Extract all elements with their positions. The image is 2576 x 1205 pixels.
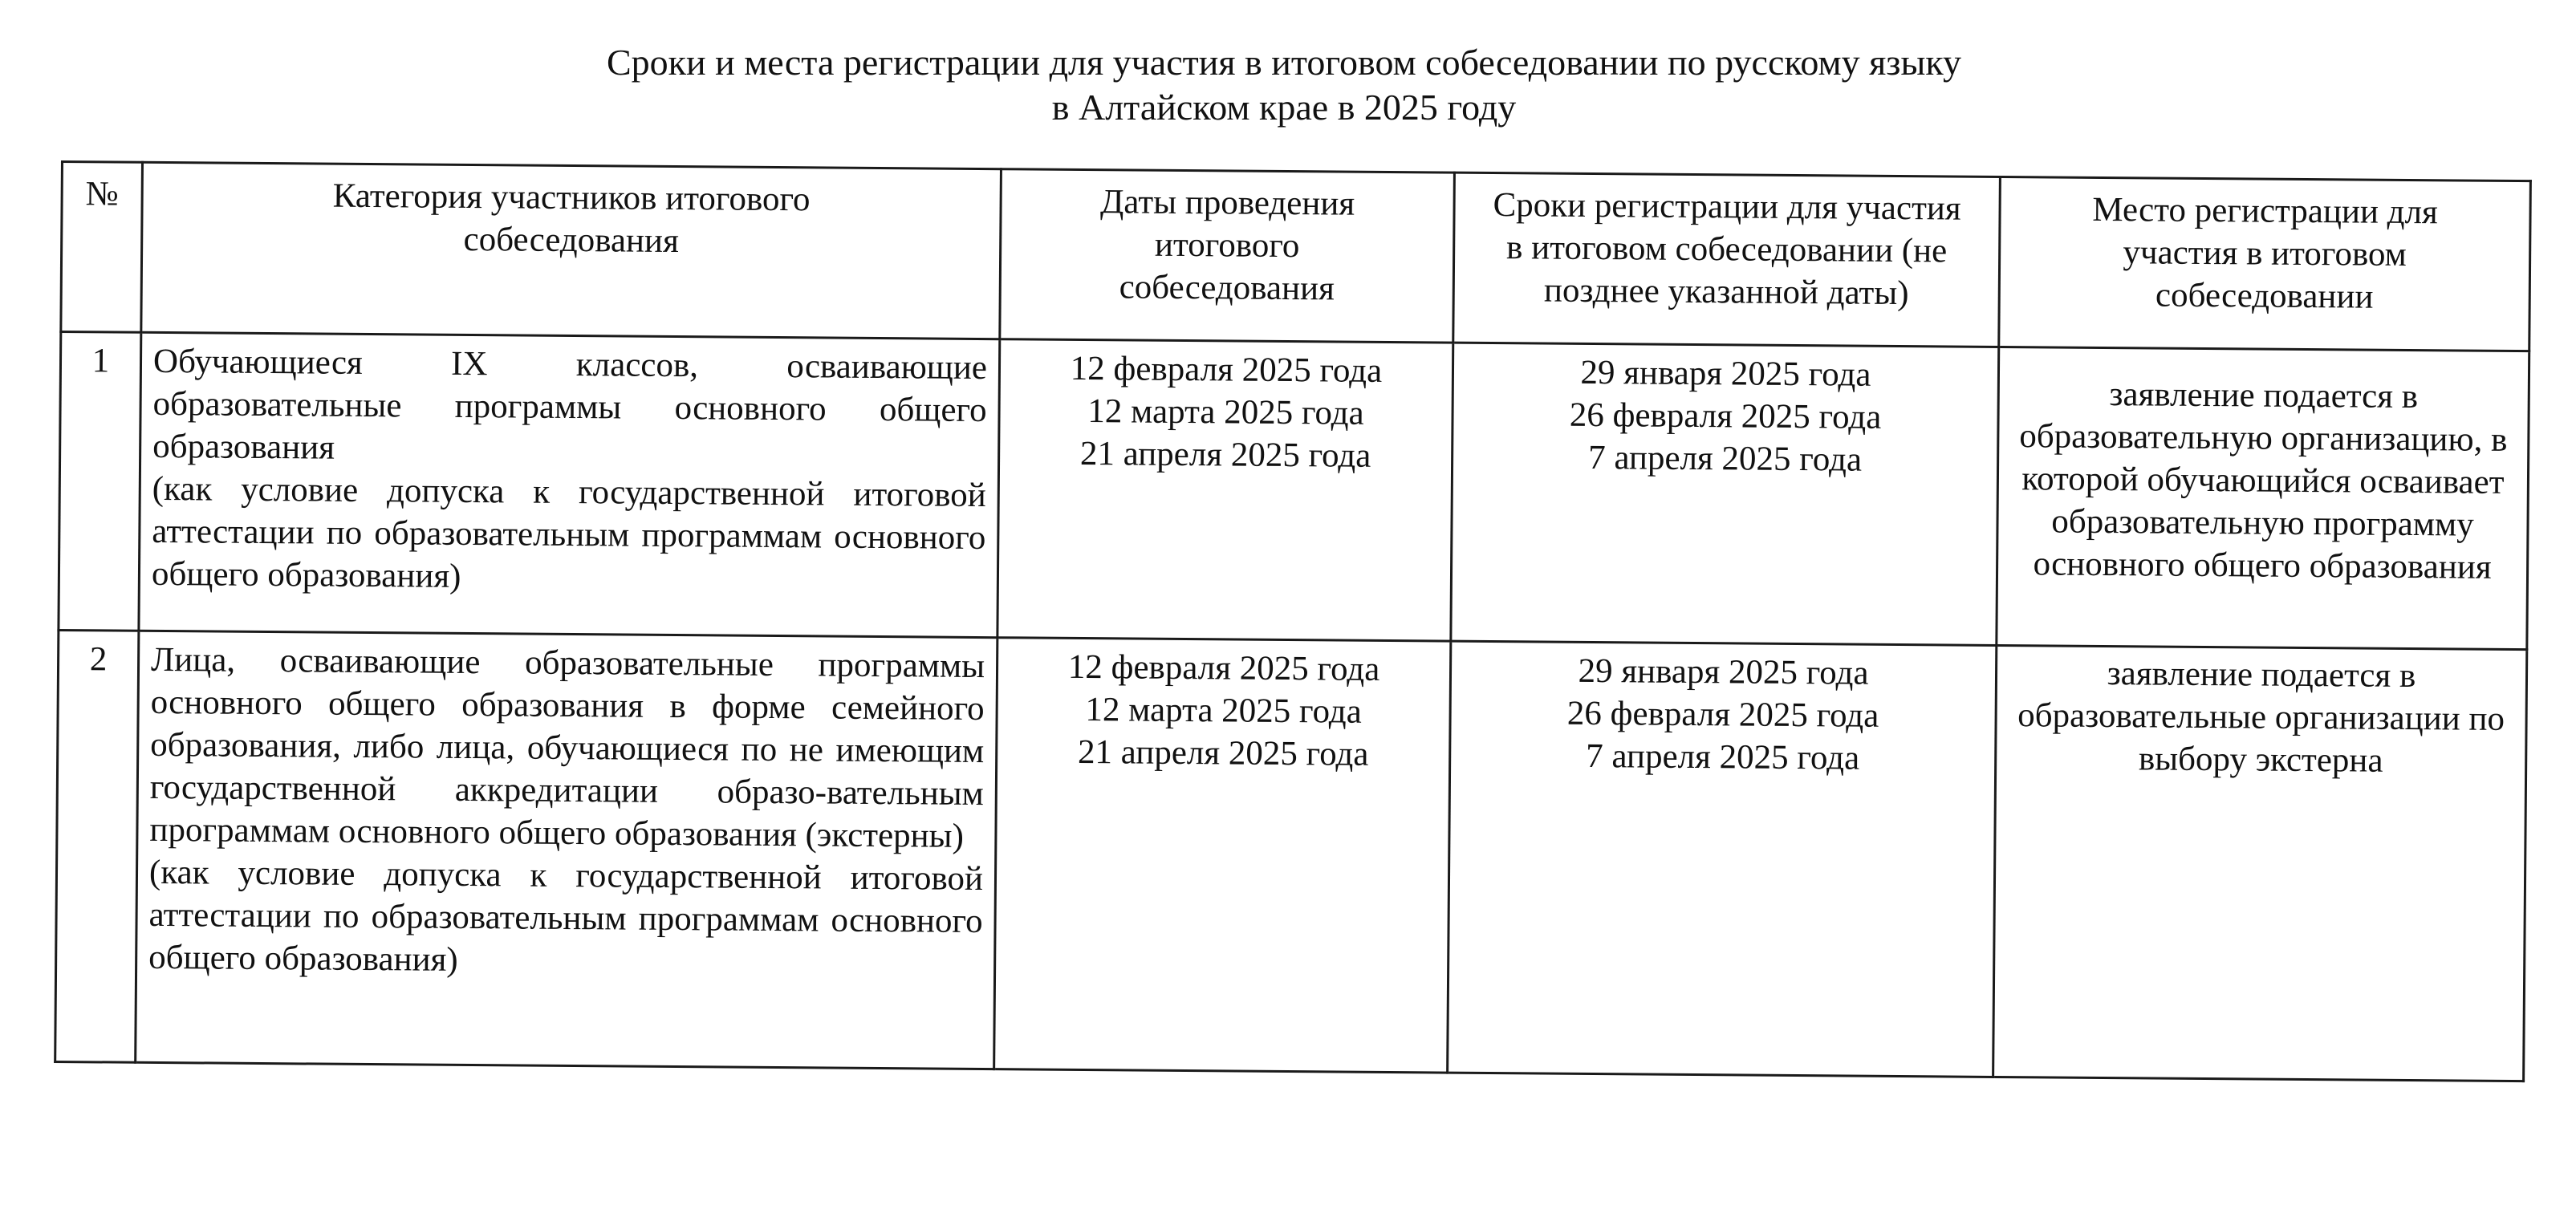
date-item: 21 апреля 2025 года (1079, 434, 1371, 475)
term-item: 26 февраля 2025 года (1569, 396, 1882, 436)
term-item: 7 апреля 2025 года (1586, 736, 1860, 777)
row-registration-terms (1448, 641, 1997, 1077)
row-dates (994, 638, 1451, 1073)
title-line-2: в Алтайском крае в 2025 году (1051, 87, 1517, 128)
category-note: (как условие допуска к государственной итоговой аттестации по образовательным программам основного общего образования) (151, 469, 986, 595)
row-number: 2 (55, 630, 139, 1062)
row-category (136, 631, 997, 1069)
table-row (59, 332, 2529, 650)
date-item: 12 марта 2025 года (1085, 691, 1363, 731)
header-category: Категория участников итогового собеседования (141, 162, 1002, 339)
term-item: 29 января 2025 года (1578, 651, 1869, 692)
category-note: (как условие допуска к государственной итоговой аттестации по образовательным программам основного общего образования) (148, 853, 984, 979)
term-item: 29 января 2025 года (1580, 353, 1871, 394)
registration-table (54, 160, 2532, 1082)
row-registration-place: заявление подается в образовательную организацию, в которой обучающийся осваивает образовательную программу основного общего образования (1997, 347, 2529, 649)
category-main: Обучающиеся IX классов, осваивающие образовательные программы основного общего образования (152, 342, 988, 467)
row-number: 1 (59, 332, 141, 631)
category-main: Лица, осваивающие образовательные программы основного общего образования в форме семейного образования, либо лица, обучающиеся по не имеющим государственной аккредитации образо-вательным программам основного общего образования (экстерны) (149, 640, 985, 855)
header-registration-place: Место регистрации для участия в итоговом собеседовании (1999, 176, 2531, 351)
title-line-1: Сроки и места регистрации для участия в итоговом собеседовании по русскому языку (606, 42, 1962, 83)
row-dates (997, 339, 1453, 641)
date-item: 12 марта 2025 года (1087, 392, 1364, 432)
table-row (55, 630, 2527, 1081)
row-registration-terms (1451, 343, 1999, 645)
date-item: 12 февраля 2025 года (1070, 349, 1383, 390)
header-dates: Даты проведения итогового собеседования (1000, 169, 1455, 343)
date-item: 12 февраля 2025 года (1067, 647, 1380, 688)
term-item: 7 апреля 2025 года (1588, 438, 1863, 479)
row-category (139, 332, 1000, 637)
document-title (321, 40, 2247, 130)
term-item: 26 февраля 2025 года (1566, 694, 1879, 735)
header-registration-terms: Сроки регистрации для участия в итоговом собеседовании (не позднее указанной даты) (1453, 172, 2001, 347)
table-header-row (61, 162, 2531, 351)
row-registration-place: заявление подается в образовательные организации по выбору экстерна (1993, 645, 2527, 1081)
date-item: 21 апреля 2025 года (1077, 732, 1369, 773)
header-num: № (61, 162, 143, 333)
